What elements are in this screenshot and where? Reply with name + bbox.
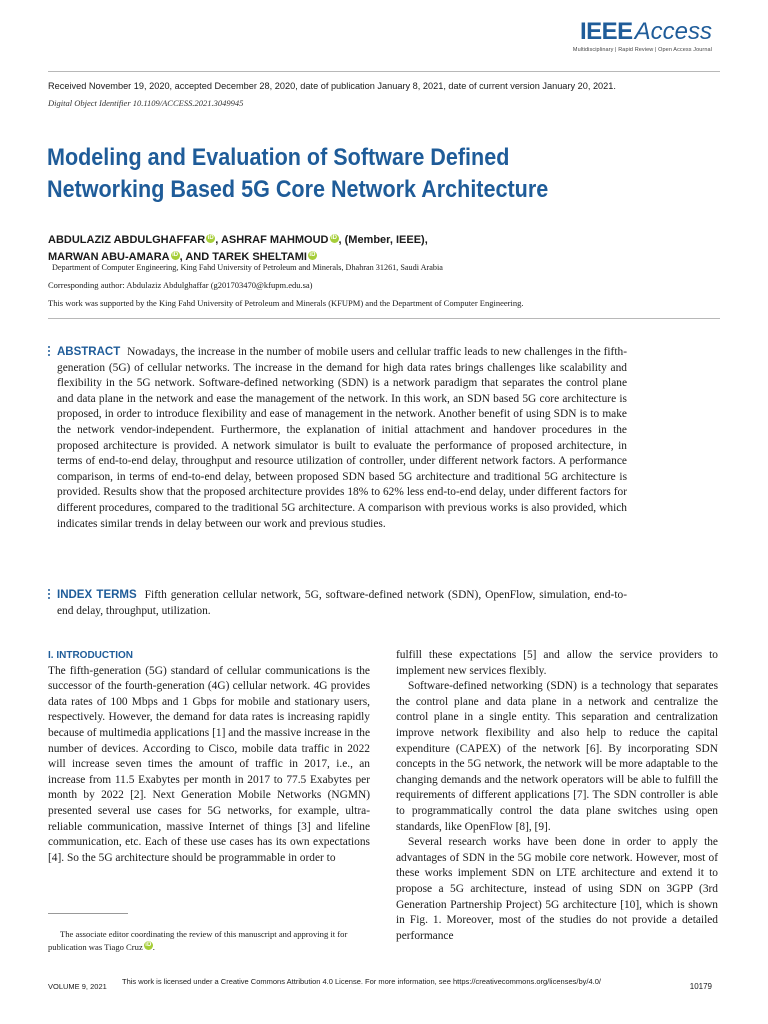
footnote-rule	[48, 913, 128, 914]
footnote-text: The associate editor coordinating the review of this manuscript and approving it for publication was Tiago Cruz	[48, 929, 348, 952]
left-column	[48, 648, 370, 866]
orcid-icon[interactable]: iD	[331, 235, 337, 241]
funding-note: This work was supported by the King Fahd University of Petroleum and Minerals (KFUPM) and the Department of Computer Engineering.	[48, 298, 524, 308]
authors-line-2	[48, 251, 317, 263]
authors-line-1	[48, 234, 428, 246]
journal-logo: IEEEAccess	[579, 18, 712, 45]
right-column	[396, 648, 718, 944]
author-name: ABDULAZIZ ABDULGHAFFAR	[48, 234, 206, 246]
orcid-icon[interactable]: iD	[207, 235, 214, 241]
section-rule	[48, 318, 720, 319]
index-terms-text: Fifth generation cellular network, 5G, software-defined network (SDN), OpenFlow, simulation, end-to-end delay, throughput, utilization.	[57, 589, 627, 617]
abstract-text: Nowadays, the increase in the number of mobile users and cellular traffic leads to new challenges in the fifth-generation (5G) of cellular networks. The increase in the demand for high data rates brings challenges like scalability and flexibility in the 5G network. Software-defined networking (SDN) is a network paradigm that separates the control plane and data plane in the network and ease the management of the network. In this work, an SDN based 5G core architecture is proposed, in order to introduce flexibility and ease of management in the network. Another benefit of using SDN is to make the network vendor-independent. Furthermore, the explanation of initial attachment and handover procedures in the proposed architecture is provided. A network simulator is built to evaluate the performance of proposed architecture, in terms of end-to-end delay, throughput and resource utilization of controller, under different network factors. A performance comparison, in terms of end-to-end delay, between proposed SDN based 5G architecture and traditional 5G architecture is provided. Results show that the proposed architecture provides 18% to 62% less end-to-end delay, under different factors for different procedures, compared to the traditional 5G architecture. A comparison with previous works is also provided, which indicates similar trends in delay between our work and previous studies.	[57, 346, 627, 530]
abstract-marker-icon	[48, 346, 51, 358]
index-terms-marker-icon	[48, 589, 51, 601]
paragraph: Several research works have been done in order to apply the advantages of SDN in the 5G mobile core network. However, most of these works implement SDN on LTE architecture and extend it to propose a 5G architecture, instead of using SDN on 3GPP (3rd Generation Partnership Project) 5G architecture [10], which is shown in Fig. 1. Moreover, most of the studies do not provide a detailed performance	[396, 836, 718, 942]
orcid-icon[interactable]: iD	[172, 252, 179, 258]
section-heading: I. INTRODUCTION	[48, 650, 133, 661]
paragraph: Software-defined networking (SDN) is a technology that separates the control plane and data plane in a network and centralize the control plane in a single entity. This separation and centralization improve network flexibility and also help to reduce the capital expenditure (CAPEX) of the network [6]. By incorporating SDN concepts in the 5G network, the network will be more adaptable to the changing demands and the network operators will be able to fulfill the requirements of different applications [7]. The SDN controller is able to programmatically control the data plane switches using open standards, like OpenFlow [8], [9].	[396, 680, 718, 833]
abstract-label: ABSTRACT	[57, 346, 121, 358]
author-name: , AND TAREK SHELTAMI	[179, 251, 307, 263]
index-terms	[57, 588, 627, 619]
abstract	[57, 345, 627, 532]
paper-title	[47, 142, 610, 206]
orcid-icon[interactable]: iD	[145, 942, 152, 948]
volume-label: VOLUME 9, 2021	[48, 982, 107, 991]
journal-brand	[573, 20, 712, 53]
paragraph: fulfill these expectations [5] and allow the service providers to implement new services flexibly.	[396, 649, 718, 677]
editor-footnote	[48, 928, 370, 954]
journal-tagline: Multidisciplinary | Rapid Review | Open Access Journal	[572, 47, 712, 53]
title-line: Networking Based 5G Core Network Architecture	[47, 176, 549, 203]
corresponding-author: Corresponding author: Abdulaziz Abdulghaffar (g201703470@kfupm.edu.sa)	[48, 280, 313, 290]
affiliation: Department of Computer Engineering, King Fahd University of Petroleum and Minerals, Dhahran 31261, Saudi Arabia	[52, 263, 443, 272]
author-membership: , (Member, IEEE),	[338, 234, 428, 246]
title-line: Modeling and Evaluation of Software Defined	[47, 144, 510, 171]
author-name: MARWAN ABU-AMARA	[48, 251, 170, 263]
license-note: This work is licensed under a Creative Commons Attribution 4.0 License. For more information, see https://creativecommons.org/licenses/by/4.0/	[122, 977, 601, 986]
doi: Digital Object Identifier 10.1109/ACCESS.2021.3049945	[48, 98, 244, 108]
index-terms-label: INDEX TERMS	[57, 589, 137, 601]
orcid-icon[interactable]: iD	[309, 252, 316, 258]
header-rule	[48, 71, 720, 72]
author-name: , ASHRAF MAHMOUD	[215, 234, 329, 246]
paragraph: The fifth-generation (5G) standard of cellular communications is the successor of the fourth-generation (4G) cellular network. 4G provides data rates of 100 Mbps and 1 Gbps for mobile and stationary users, respectively. However, the demand for data rates is increasing rapidly because of multimedia applications [1] and the massive increase in the number of devices. According to Cisco, mobile data traffic in 2022 will increase seven times the amount of traffic in 2017, i.e., an increase from 11.5 Exabytes per month in 2017 to 77.5 Exabytes per month by 2022 [2]. Next Generation Mobile Networks (NGMN) presented several use cases for 5G networks, for example, ultra-reliable communication, massive Internet of things [3] and lifeline communication, etc. Each of these use cases has its own expectations [4]. So the 5G architecture should be programmable in order to	[48, 664, 370, 864]
footnote-end: .	[152, 942, 155, 952]
page-number: 10179	[689, 982, 712, 991]
received-dates: Received November 19, 2020, accepted December 28, 2020, date of publication January 8, 2021, date of current version January 20, 2021.	[48, 81, 616, 91]
